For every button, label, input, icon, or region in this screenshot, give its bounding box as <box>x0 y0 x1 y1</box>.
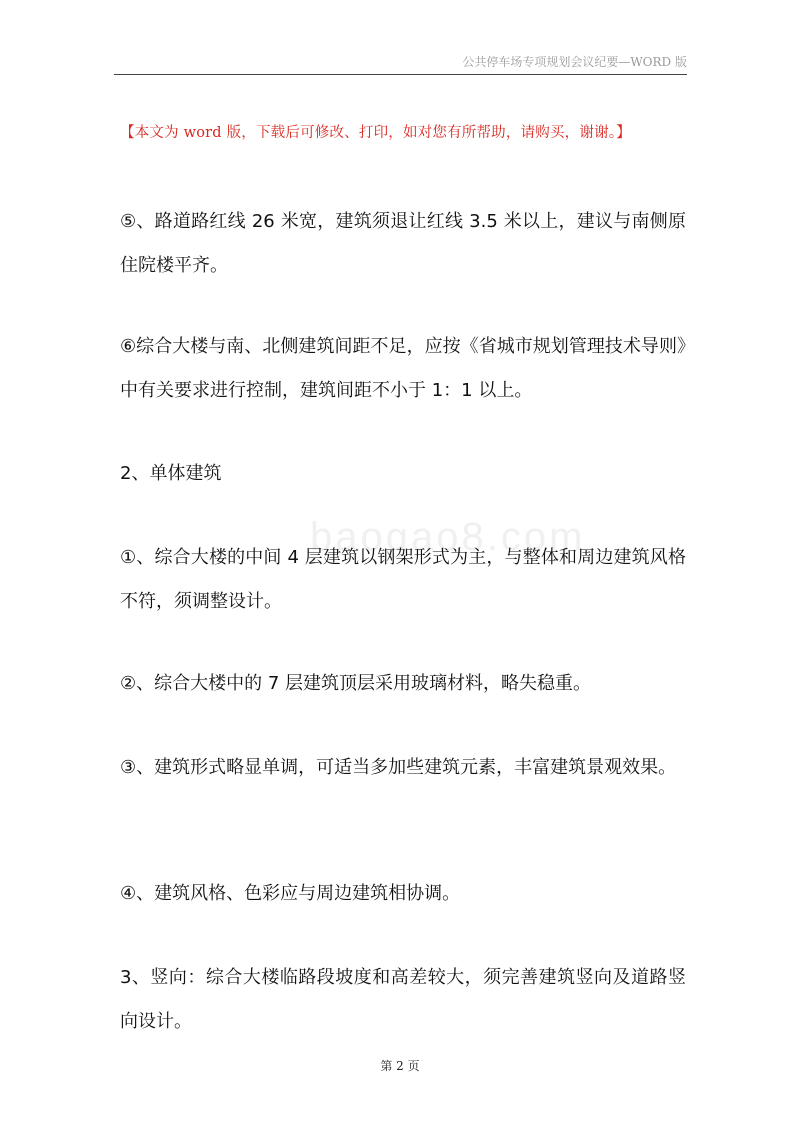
header-title: 公共停车场专项规划会议纪要—WORD 版 <box>462 55 687 69</box>
section-vertical-design: 3、竖向：综合大楼临路段坡度和高差较大，须完善建筑竖向及道路竖向设计。 <box>120 967 686 1032</box>
header-rule <box>114 74 687 75</box>
paragraph-item-3: ③、建筑形式略显单调，可适当多加些建筑元素，丰富建筑景观效果。 <box>120 757 677 778</box>
paragraph-item-1: ①、综合大楼的中间 4 层建筑以钢架形式为主，与整体和周边建筑风格不符，须调整设计。 <box>120 547 686 612</box>
word-version-notice: 【本文为 word 版，下载后可修改、打印，如对您有所帮助，请购买，谢谢。】 <box>120 125 631 141</box>
section-heading-single-building: 2、单体建筑 <box>120 463 222 484</box>
paragraph-item-2: ②、综合大楼中的 7 层建筑顶层采用玻璃材料，略失稳重。 <box>120 673 592 694</box>
paragraph-item-6: ⑥综合大楼与南、北侧建筑间距不足，应按《省城市规划管理技术导则》中有关要求进行控制，建筑间距不小于 1：1 以上。 <box>120 336 686 401</box>
paragraph-item-5: ⑤、路道路红线 26 米宽，建筑须退让红线 3.5 米以上，建议与南侧原住院楼平齐。 <box>120 211 686 276</box>
watermark: baogao8.com <box>310 515 586 559</box>
paragraph-item-4: ④、建筑风格、色彩应与周边建筑相协调。 <box>120 883 461 904</box>
page-number: 第 2 页 <box>380 1059 420 1073</box>
